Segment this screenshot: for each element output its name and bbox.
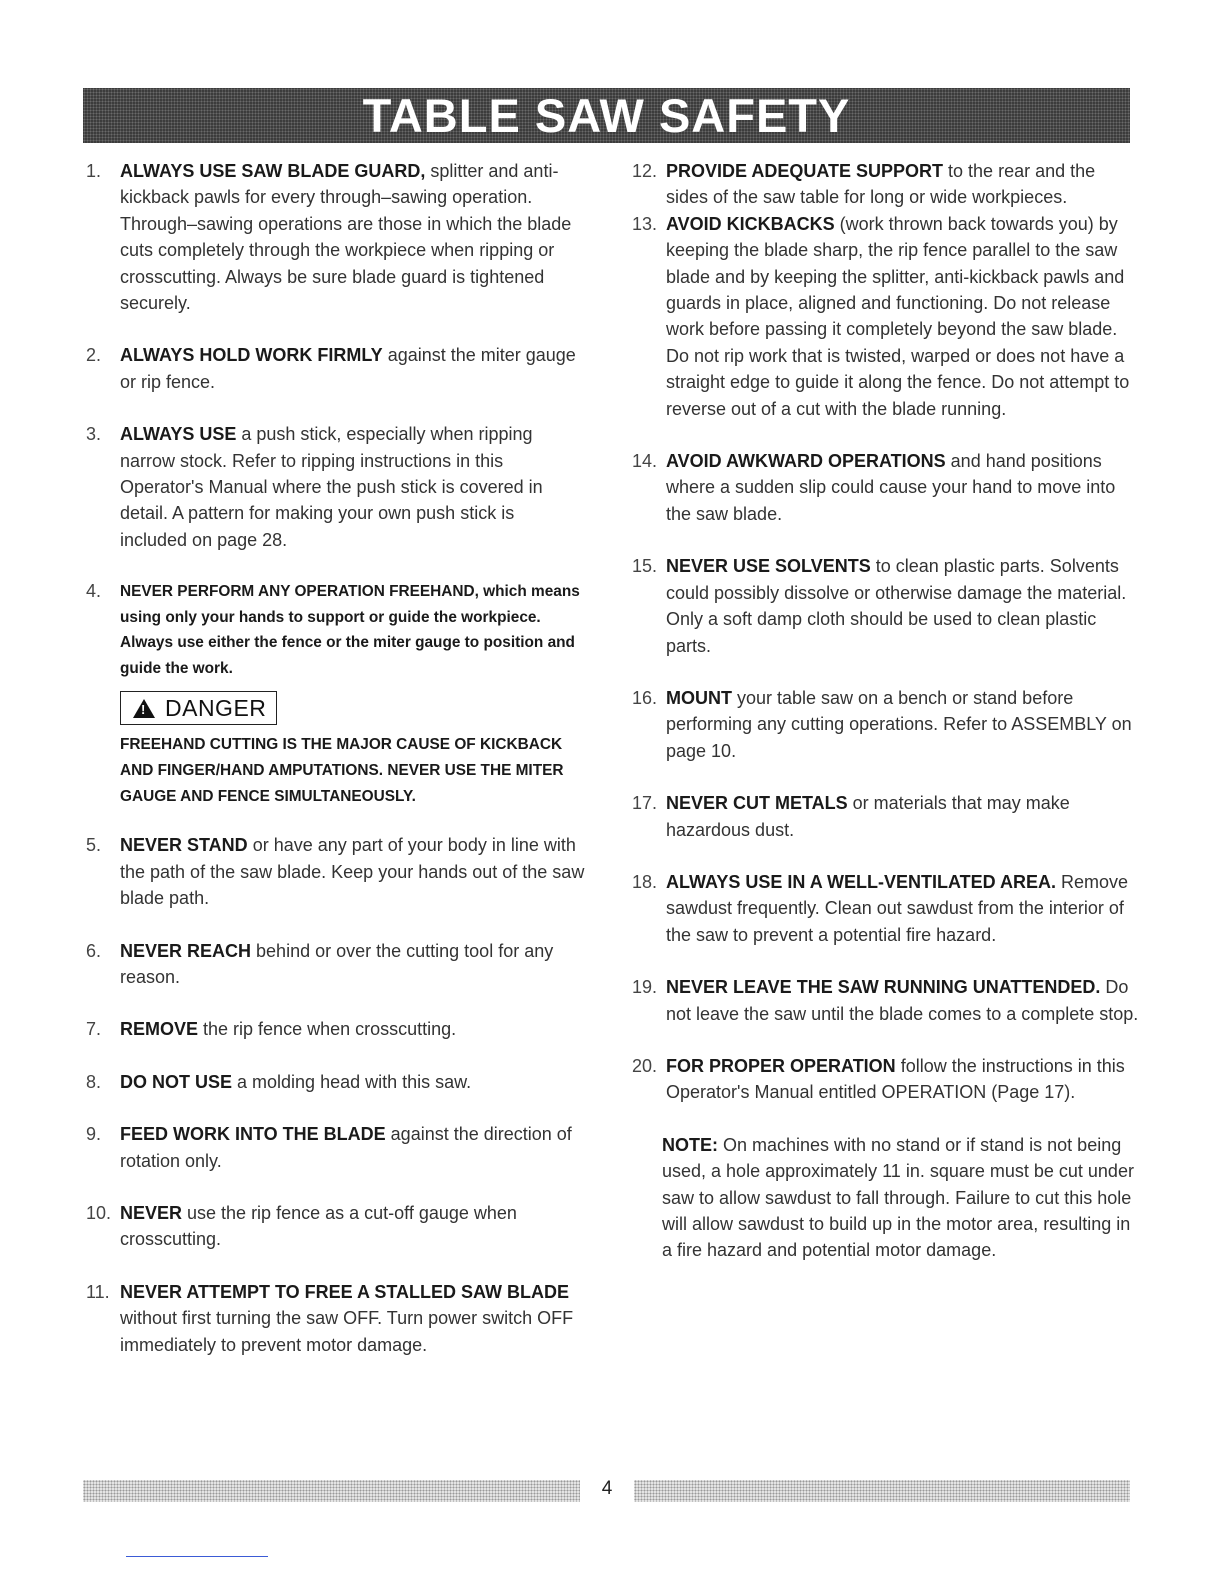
safety-item-11	[86, 1279, 586, 1358]
item-lead: ALWAYS USE SAW BLADE GUARD,	[120, 161, 426, 181]
item-text: splitter and anti-kickback pawls for every through–sawing operation. Through–sawing operations are those in which the blade cuts completely through the workpiece when ripping or crosscutting. Always be sure blade guard is tightened securely.	[120, 161, 572, 314]
footer-bar-right	[634, 1480, 1130, 1502]
title-banner	[83, 88, 1130, 143]
item-text: Remove sawdust frequently. Clean out sawdust from the interior of the saw to prevent a potential fire hazard.	[666, 871, 1129, 945]
safety-item-16	[632, 685, 1142, 764]
note-block	[632, 1132, 1142, 1264]
item-lead: NEVER STAND	[120, 835, 248, 856]
item-lead: DO NOT USE	[120, 1071, 233, 1092]
item-text: a push stick, especially when ripping narrow stock. Refer to ripping instructions in this Operator's Manual where the push stick is covered in detail. A pattern for making your own push stick is included on page 28.	[120, 424, 543, 550]
page-title: TABLE SAW SAFETY	[362, 89, 851, 142]
item-lead: NEVER	[120, 1202, 183, 1223]
item-number: 18.	[632, 871, 658, 892]
safety-item-13	[632, 211, 1142, 422]
safety-item-6	[86, 938, 586, 991]
item-text: to the rear and the sides of the saw table for long or wide workpieces.	[666, 161, 1096, 208]
item-number: 2.	[86, 345, 102, 366]
item-number: 14.	[632, 451, 658, 472]
safety-item-1	[86, 158, 586, 316]
note-lead: NOTE:	[662, 1134, 718, 1155]
item-number: 8.	[86, 1071, 102, 1092]
item-number: 9.	[86, 1124, 102, 1145]
item-text: use the rip fence as a cut-off gauge when crosscutting.	[120, 1202, 517, 1250]
item-text: and hand positions where a sudden slip could cause your hand to move into the saw blade.	[666, 451, 1116, 524]
item-lead: NEVER ATTEMPT TO FREE A STALLED SAW BLADE	[120, 1281, 570, 1302]
item-lead: PROVIDE ADEQUATE SUPPORT	[666, 161, 944, 181]
item-text: the rip fence when crosscutting.	[198, 1019, 457, 1040]
safety-item-12	[632, 158, 1142, 211]
item-number: 15.	[632, 556, 658, 577]
item-lead: NEVER USE SOLVENTS	[666, 556, 871, 577]
item-number: 20.	[632, 1055, 658, 1076]
item-number: 5.	[86, 835, 102, 856]
item-lead: ALWAYS USE	[120, 424, 237, 445]
item-number: 19.	[632, 977, 658, 998]
item-text: or have any part of your body in line with the path of the saw blade. Keep your hands out of the saw blade path.	[120, 835, 585, 909]
item-number: 16.	[632, 687, 658, 708]
item-lead: REMOVE	[120, 1019, 199, 1040]
danger-text: FREEHAND CUTTING IS THE MAJOR CAUSE OF KICKBACK AND FINGER/HAND AMPUTATIONS. NEVER USE THE MITER GAUGE AND FENCE SIMULTANEOUSLY.	[120, 736, 564, 806]
item-lead: NEVER CUT METALS	[666, 793, 848, 814]
item-text: against the direction of rotation only.	[120, 1124, 572, 1171]
safety-item-18	[632, 869, 1142, 948]
safety-item-14	[632, 448, 1142, 527]
item-lead: AVOID AWKWARD OPERATIONS	[666, 451, 946, 472]
item-text: against the miter gauge or rip fence.	[120, 345, 576, 392]
item-lead: ALWAYS HOLD WORK FIRMLY	[120, 345, 383, 366]
item-text: your table saw on a bench or stand before performing any cutting operations. Refer to ASSEMBLY on page 10.	[666, 687, 1132, 761]
item-lead: MOUNT	[666, 687, 732, 708]
bottom-rule	[126, 1556, 268, 1557]
item-text: follow the instructions in this Operator's Manual entitled OPERATION (Page 17).	[666, 1055, 1125, 1103]
item-lead: FEED WORK INTO THE BLADE	[120, 1124, 386, 1145]
item-lead: ALWAYS USE IN A WELL-VENTILATED AREA.	[666, 871, 1057, 892]
item-text: without first turning the saw OFF. Turn power switch OFF immediately to prevent motor damage.	[120, 1308, 574, 1355]
safety-item-5	[86, 832, 586, 911]
item-text: a molding head with this saw.	[232, 1071, 472, 1092]
item-lead: NEVER REACH	[120, 940, 252, 961]
safety-item-4	[86, 579, 586, 810]
danger-label	[120, 691, 277, 725]
safety-item-9	[86, 1121, 586, 1174]
item-text: behind or over the cutting tool for any reason.	[120, 940, 554, 987]
safety-item-8	[86, 1069, 586, 1095]
item-number: 1.	[86, 161, 102, 181]
item-number: 7.	[86, 1019, 102, 1040]
item-number: 13.	[632, 213, 658, 234]
danger-label-text: DANGER	[165, 694, 267, 721]
warning-triangle-icon	[133, 699, 155, 718]
item-lead: NEVER LEAVE THE SAW RUNNING UNATTENDED.	[666, 977, 1101, 998]
safety-item-3	[86, 421, 586, 553]
safety-item-2	[86, 342, 586, 395]
item-number: 10.	[86, 1202, 112, 1223]
item-number: 6.	[86, 940, 102, 961]
item-text: or materials that may make hazardous dust.	[666, 793, 1070, 840]
page-number: 4	[601, 1478, 613, 1499]
danger-box	[120, 691, 586, 810]
item-lead: AVOID KICKBACKS	[666, 213, 835, 234]
item-text: to clean plastic parts. Solvents could possibly dissolve or otherwise damage the material. Only a soft damp cloth should be used to clean plastic parts.	[666, 556, 1127, 656]
safety-item-17	[632, 790, 1142, 843]
item-text: NEVER PERFORM ANY OPERATION FREEHAND, which means using only your hands to support or guide the workpiece. Always use either the fence or the miter gauge to position and guide the work.	[120, 583, 580, 677]
footer-bar-left	[83, 1480, 580, 1502]
item-lead: FOR PROPER OPERATION	[666, 1055, 896, 1076]
safety-item-19	[632, 974, 1142, 1027]
safety-item-10	[86, 1200, 586, 1253]
right-column	[632, 158, 1142, 1264]
item-number: 17.	[632, 793, 658, 814]
item-text: (work thrown back towards you) by keeping the blade sharp, the rip fence parallel to the saw blade and by keeping the splitter, anti-kickback pawls and guards in place, aligned and functioning. Do not release work before passing it completely beyond the saw blade. Do not rip work that is twisted, warped or does not have a straight edge to guide it along the fence. Do not attempt to reverse out of a cut with the blade running.	[666, 213, 1130, 419]
item-text: Do not leave the saw until the blade comes to a complete stop.	[666, 977, 1139, 1024]
item-number: 12.	[632, 161, 658, 181]
item-number: 11.	[86, 1281, 110, 1302]
item-number: 4.	[86, 581, 102, 602]
safety-item-7	[86, 1016, 586, 1042]
item-number: 3.	[86, 424, 102, 445]
note-text: On machines with no stand or if stand is not being used, a hole approximately 11 in. square must be cut under saw to allow sawdust to fall through. Failure to cut this hole will allow sawdust to build up in the motor area, resulting in a fire hazard and potential motor damage.	[662, 1134, 1134, 1261]
safety-item-20	[632, 1053, 1142, 1106]
left-column	[86, 158, 586, 1358]
safety-item-15	[632, 553, 1142, 659]
